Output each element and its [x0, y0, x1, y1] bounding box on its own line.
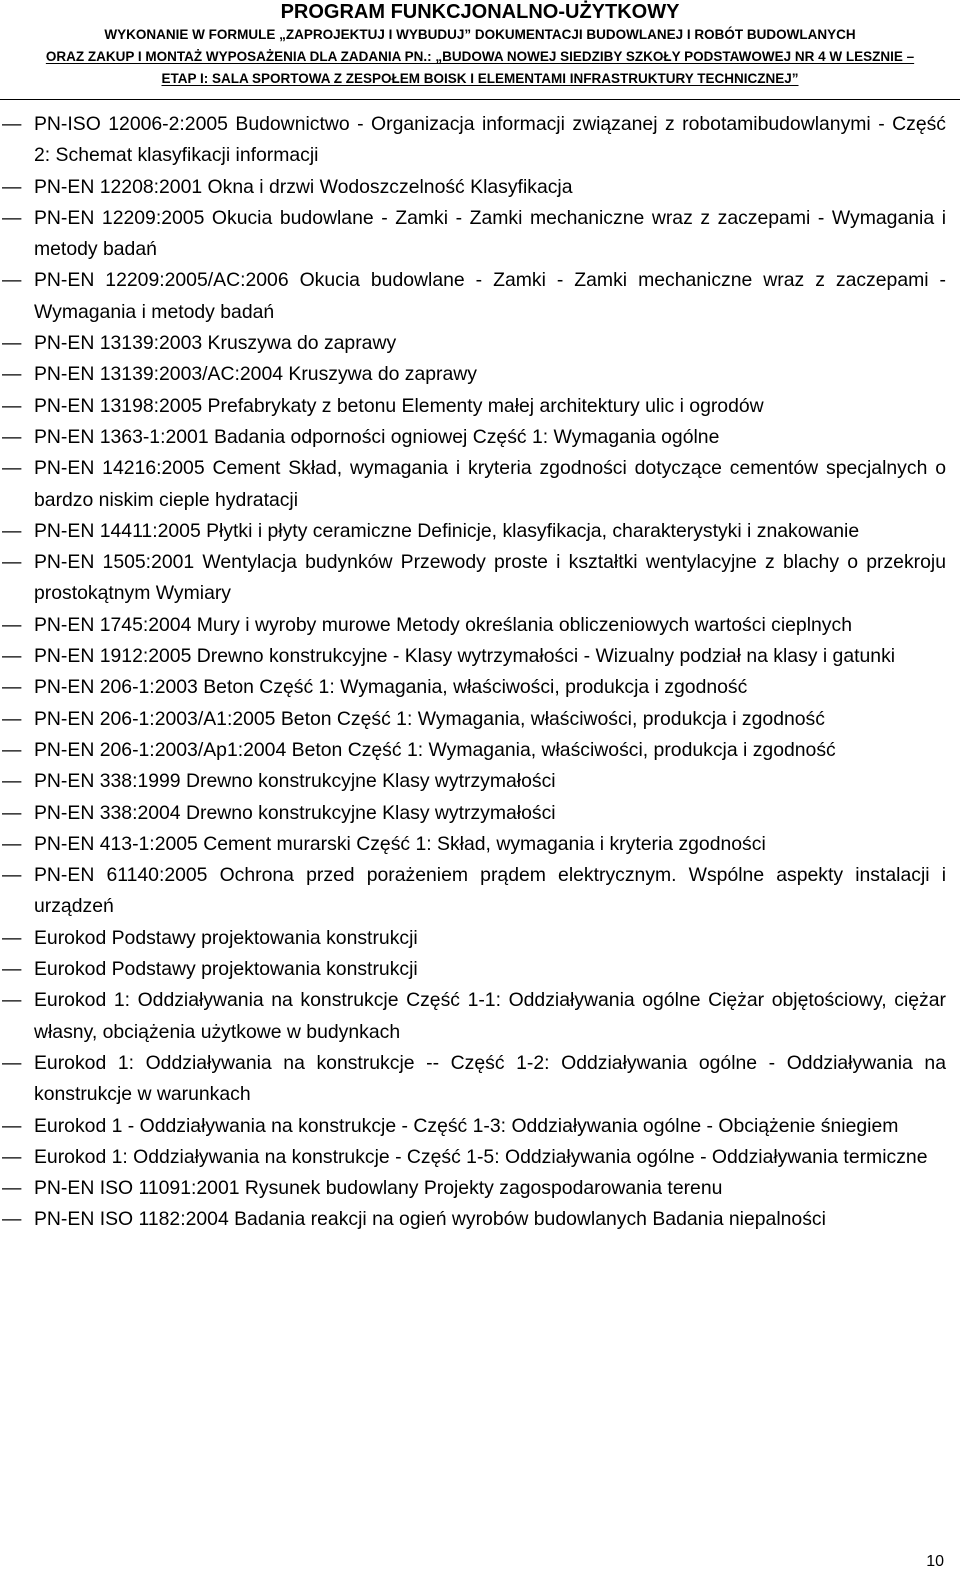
list-item: [0, 610, 960, 641]
list-item-text: PN-EN ISO 1182:2004 Badania reakcji na ogień wyrobów budowlanych Badania niepalności: [34, 1208, 826, 1231]
dash-bullet-icon: —: [2, 707, 22, 730]
header-line-2: ORAZ ZAKUP I MONTAŻ WYPOSAŻENIA DLA ZADANIA PN.: „BUDOWA NOWEJ SIEDZIBY SZKOŁY PODSTAWOWEJ NR 4 W LESZNIE –: [45, 49, 915, 64]
list-item-text: PN-EN 13139:2003/AC:2004 Kruszywa do zaprawy: [34, 363, 477, 386]
dash-bullet-icon: —: [2, 1114, 22, 1137]
page-number: 10: [926, 1553, 944, 1570]
dash-bullet-icon: —: [2, 394, 22, 417]
dash-bullet-icon: —: [2, 1051, 22, 1074]
list-item-text: PN-EN 338:2004 Drewno konstrukcyjne Klasy wytrzymałości: [34, 801, 556, 824]
standards-list: [0, 109, 960, 1236]
list-item: [0, 735, 960, 766]
dash-bullet-icon: —: [2, 551, 22, 574]
dash-bullet-icon: —: [2, 519, 22, 542]
list-item: [0, 453, 960, 516]
dash-bullet-icon: —: [2, 332, 22, 355]
list-item: [0, 328, 960, 359]
list-item: [0, 516, 960, 547]
list-item-text: PN-EN 14411:2005 Płytki i płyty ceramiczne Definicje, klasyfikacja, charakterystyki i znakowanie: [34, 519, 860, 542]
list-item: [0, 422, 960, 453]
list-item-text: PN-EN 206-1:2003/Ap1:2004 Beton Część 1: Wymagania, właściwości, produkcja i zgodność: [34, 738, 836, 761]
dash-bullet-icon: —: [2, 958, 22, 981]
list-item: [0, 860, 960, 923]
list-item: [0, 109, 960, 172]
list-item: [0, 641, 960, 672]
list-item: [0, 359, 960, 390]
page-header: [0, 0, 960, 90]
list-item-text: PN-EN 61140:2005 Ochrona przed porażeniem prądem elektrycznym. Wspólne aspekty instalacji i urządzeń: [34, 864, 946, 918]
document-title: PROGRAM FUNKCJONALNO-UŻYTKOWY: [280, 1, 680, 23]
dash-bullet-icon: —: [2, 457, 22, 480]
header-line-1: WYKONANIE W FORMULE „ZAPROJEKTUJ I WYBUDUJ” DOKUMENTACJI BUDOWLANEJ I ROBÓT BUDOWLANYCH: [104, 27, 856, 42]
dash-bullet-icon: —: [2, 832, 22, 855]
list-item: [0, 954, 960, 985]
dash-bullet-icon: —: [2, 1177, 22, 1200]
dash-bullet-icon: —: [2, 363, 22, 386]
list-item-text: PN-EN 206-1:2003/A1:2005 Beton Część 1: Wymagania, właściwości, produkcja i zgodność: [34, 707, 825, 730]
list-item: [0, 547, 960, 610]
list-item-text: PN-EN 12209:2005/AC:2006 Okucia budowlane - Zamki - Zamki mechaniczne wraz z zaczepami - Wymagania i metody badań: [34, 269, 946, 323]
list-item: [0, 1204, 960, 1235]
header-line-3: ETAP I: SALA SPORTOWA Z ZESPOŁEM BOISK I ELEMENTAMI INFRASTRUKTURY TECHNICZNEJ”: [161, 71, 799, 86]
dash-bullet-icon: —: [2, 676, 22, 699]
list-item: [0, 1111, 960, 1142]
list-item-text: PN-EN 413-1:2005 Cement murarski Część 1: Skład, wymagania i kryteria zgodności: [34, 832, 766, 855]
list-item: [0, 172, 960, 203]
dash-bullet-icon: —: [2, 113, 22, 135]
list-item: [0, 923, 960, 954]
dash-bullet-icon: —: [2, 926, 22, 949]
dash-bullet-icon: —: [2, 864, 22, 887]
list-item-text: Eurokod Podstawy projektowania konstrukcji: [34, 926, 418, 949]
list-item-text: PN-EN 12208:2001 Okna i drzwi Wodoszczelność Klasyfikacja: [34, 175, 573, 198]
list-item: [0, 265, 960, 328]
list-item-text: PN-EN 338:1999 Drewno konstrukcyjne Klasy wytrzymałości: [34, 770, 556, 793]
list-item-text: PN-EN 12209:2005 Okucia budowlane - Zamki - Zamki mechaniczne wraz z zaczepami - Wymagania i metody badań: [34, 206, 946, 261]
list-item: [0, 1142, 960, 1173]
dash-bullet-icon: —: [2, 613, 22, 636]
list-item-text: PN-EN 1912:2005 Drewno konstrukcyjne - Klasy wytrzymałości - Wizualny podział na klasy i gatunki: [34, 645, 896, 668]
list-item: [0, 829, 960, 860]
list-item: [0, 766, 960, 797]
list-item: [0, 1048, 960, 1111]
list-item-text: PN-EN 14216:2005 Cement Skład, wymagania i kryteria zgodności dotyczące cementów specjalnych o bardzo niskim cieple hydratacji: [34, 457, 946, 511]
list-item: [0, 672, 960, 703]
dash-bullet-icon: —: [2, 738, 22, 761]
list-item-text: PN-EN 206-1:2003 Beton Część 1: Wymagania, właściwości, produkcja i zgodność: [34, 676, 748, 699]
dash-bullet-icon: —: [2, 989, 22, 1012]
list-item: [0, 798, 960, 829]
list-item-text: Eurokod 1: Oddziaływania na konstrukcje -- Część 1-2: Oddziaływania ogólne - Oddziaływania na konstrukcje w warunkach: [34, 1051, 946, 1106]
list-item: [0, 704, 960, 735]
dash-bullet-icon: —: [2, 645, 22, 668]
list-item: [0, 391, 960, 422]
list-item-text: Eurokod Podstawy projektowania konstrukcji: [34, 958, 418, 981]
list-item-text: PN-ISO 12006-2:2005 Budownictwo - Organizacja informacji związanej z robotamibudowlanymi - Część 2: Schemat klasyfikacji informacji: [34, 113, 946, 167]
dash-bullet-icon: —: [2, 1208, 22, 1231]
list-item: [0, 985, 960, 1048]
list-item-text: PN-EN 1363-1:2001 Badania odporności ogniowej Część 1: Wymagania ogólne: [34, 425, 720, 448]
list-item-text: PN-EN ISO 11091:2001 Rysunek budowlany Projekty zagospodarowania terenu: [34, 1177, 723, 1200]
dash-bullet-icon: —: [2, 1145, 22, 1168]
list-item-text: PN-EN 1505:2001 Wentylacja budynków Przewody proste i kształtki wentylacyjne z blachy o przekroju prostokątnym Wymiary: [34, 551, 946, 605]
list-item: [0, 1173, 960, 1204]
dash-bullet-icon: —: [2, 425, 22, 448]
list-item-text: Eurokod 1 - Oddziaływania na konstrukcje - Część 1-3: Oddziaływania ogólne - Obciążenie śniegiem: [34, 1114, 899, 1137]
list-item-text: Eurokod 1: Oddziaływania na konstrukcje - Część 1-5: Oddziaływania ogólne - Oddziaływania termiczne: [34, 1145, 928, 1168]
list-item-text: PN-EN 13198:2005 Prefabrykaty z betonu Elementy małej architektury ulic i ogrodów: [34, 394, 764, 417]
dash-bullet-icon: —: [2, 175, 22, 198]
list-item-text: PN-EN 1745:2004 Mury i wyroby murowe Metody określania obliczeniowych wartości cieplnych: [34, 613, 852, 636]
list-item: [0, 203, 960, 266]
header-divider: [0, 99, 960, 100]
dash-bullet-icon: —: [2, 770, 22, 793]
dash-bullet-icon: —: [2, 801, 22, 824]
dash-bullet-icon: —: [2, 269, 22, 292]
list-item-text: PN-EN 13139:2003 Kruszywa do zaprawy: [34, 332, 397, 355]
list-item-text: Eurokod 1: Oddziaływania na konstrukcje Część 1-1: Oddziaływania ogólne Ciężar objętościowy, ciężar własny, obciążenia użytkowe w budynkach: [34, 989, 946, 1043]
dash-bullet-icon: —: [2, 206, 22, 229]
